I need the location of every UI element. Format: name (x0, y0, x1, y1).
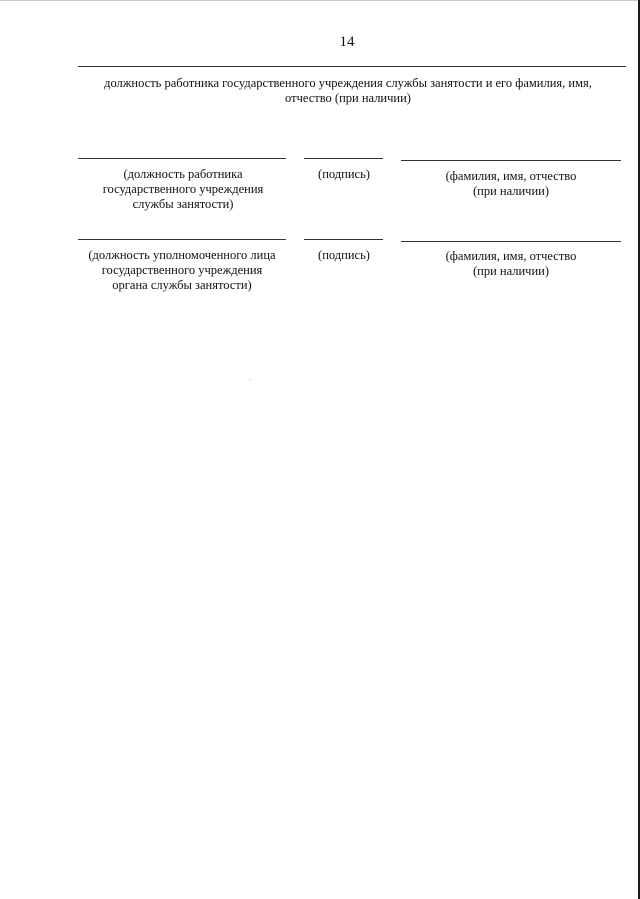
header-caption-line: должность работника государственного учреждения службы занятости и его фамилия, имя, (104, 76, 592, 90)
caption-line: (при наличии) (472, 184, 550, 198)
name-rule (401, 160, 621, 161)
caption-line: (фамилия, имя, отчество (445, 249, 577, 263)
caption-line: (при наличии) (472, 264, 550, 278)
caption-line: службы занятости) (132, 197, 234, 211)
name-caption (401, 249, 621, 279)
name-rule (401, 241, 621, 242)
caption-line: государственного учреждения (101, 263, 263, 277)
signature-rule (304, 158, 383, 159)
name-caption (401, 169, 621, 199)
caption-line: (подпись) (318, 248, 370, 262)
position-rule (78, 158, 286, 159)
caption-line: органа службы занятости) (112, 278, 252, 292)
caption-line: (должность работника (123, 167, 243, 181)
signature-caption (300, 167, 388, 182)
caption-line: (должность уполномоченного лица (88, 248, 276, 262)
header-caption-line: отчество (при наличии) (285, 91, 411, 105)
scan-speck (249, 379, 251, 380)
header-caption (84, 76, 612, 106)
caption-line: государственного учреждения (102, 182, 264, 196)
signature-rule (304, 239, 383, 240)
header-rule (78, 66, 626, 67)
page-number: 14 (339, 34, 355, 50)
signature-caption (300, 248, 388, 263)
position-caption (78, 167, 288, 212)
position-rule (78, 239, 286, 240)
position-caption (74, 248, 290, 293)
caption-line: (подпись) (318, 167, 370, 181)
caption-line: (фамилия, имя, отчество (445, 169, 577, 183)
page-top-edge (0, 0, 640, 1)
